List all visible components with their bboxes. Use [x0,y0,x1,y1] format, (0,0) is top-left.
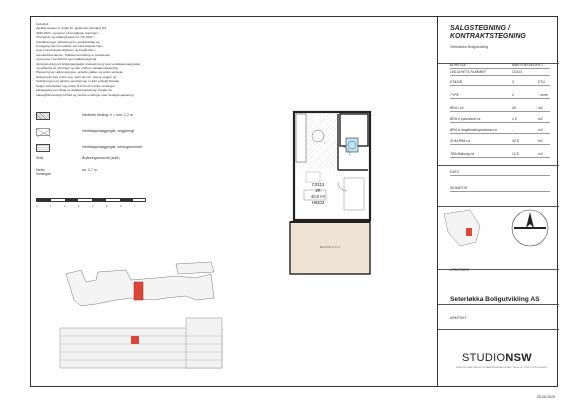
unit-code-label: H0203 [311,200,325,205]
project-name: Seterløkka Boligutvikling [450,45,489,49]
key-plan-and-elevation [36,260,246,372]
vent-ceiling-swatch [36,144,50,152]
balcony-label: BALKONG 12,5 m² [319,246,341,249]
note-line: Visualiseringer, farkeforsyner, gardinbeslag og [36,39,100,44]
note-line: føringsveier kan endre seg, samt pimner, tettere vegger og [36,74,117,79]
legend-label: ca. 2,7 m [82,168,97,172]
note-line: fordelinuesen og påvirke panelsjonen er ikke endelig fastsatt. [36,79,120,84]
title-block-divider [438,165,559,166]
selected-unit-marker [134,282,143,300]
selected-unit-elevation-marker [131,336,139,344]
drawing-title-line: SALGSTEGNING / [450,25,510,32]
note-line: Åpningsretning på boligutgangsdør, plassering og type ventilasjonsaggregat, [36,61,141,66]
hatch-swatch [36,112,50,120]
title-block-divider [438,329,559,330]
note-line: Fellesfelt: [36,22,50,26]
legend-label: Nedforet himling: h = min. 2,2 m [82,113,134,117]
vent-wall-swatch [36,128,50,136]
note-line: Gjeldlig arealer er angitt iht. gjeldende standard NS [36,26,107,31]
note-line: og rørføring av inntringer og kan endres i detaljprosjektering. [36,66,119,71]
title-block-divider [438,304,559,305]
orientation-map [440,202,556,252]
note-line: Plassering av våtromsgruppe, enkelte sjakter og andre tekniske [36,70,124,75]
area-label: 40,0 m² [310,194,326,199]
developer-label: UTBYGGER [450,268,470,272]
note-line: bakangiftsmessige forhold og mindre endringer etter detaljprosjektering. [36,92,135,97]
unit-id-label: C0313 [311,182,325,187]
legend-label: Ventilasjonsaggregat, forningsmontert [82,145,143,149]
architect-tagline: DESIGN FOR ARKITEKTUR OG SAMFUNNSPLANLEGGING · TELEFON · POST@STUDIONSW.NO [456,367,548,369]
note-line: og leveres i henhold til egen kjøkkentegning. [36,57,98,62]
general-notes [36,22,161,97]
floor-plan [288,108,378,278]
developer-name: Seterløkka Boligutvikling AS [450,296,540,303]
room-count-label: 2R [315,188,321,193]
architect-label: ARKITEKT [450,316,467,320]
legend-prefix: Snitt [36,156,44,160]
legend-label: Ventilasjonsaggregat, vegghengt [82,129,135,133]
note-line: Selger forbeholder seg retten til å foreta mindre endringer, [36,83,116,88]
drawing-title [450,25,526,41]
architect-logo: STUDIONSW [462,352,532,364]
scale-bar [36,198,146,202]
note-line: viser innredningsmuligheter og inngår ikke i [36,48,96,53]
note-line: 3940:2023, og basert på foreløpige tegninger. [36,30,99,35]
legend-label: Bryteringsinnsnitt (snitt) [82,156,120,160]
note-line: Toleranser og målangivelser iht. NS 3420. [36,35,94,40]
note-line: planlegging som følge av detaljprosjektering. Arealer av [36,88,113,93]
drawing-title-line: KONTRAKTSTEGNING [450,33,526,40]
note-line: standardleveransen. Kjøkkeninnredning er veiledende [36,52,110,57]
legend-prefix: Netto himlingsh. [36,168,53,176]
issue-date: 25.06.2025 [537,395,555,399]
note-line: innlegging samt produkter vist med stiplede linjer, [36,44,104,49]
